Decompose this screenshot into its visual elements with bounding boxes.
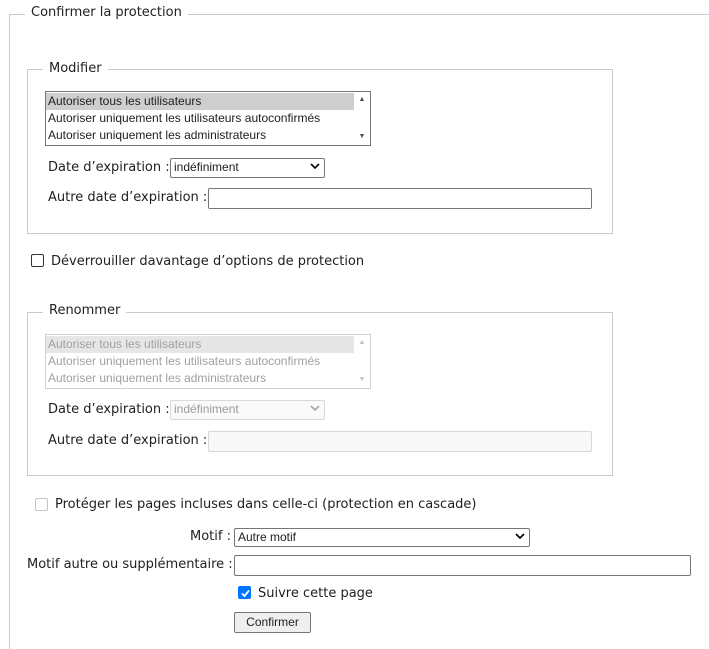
move-level-option: Autoriser uniquement les administrateurs — [48, 371, 267, 385]
edit-level-option[interactable]: Autoriser uniquement les utilisateurs autoconfirmés — [48, 111, 321, 125]
edit-expiry-label: Date d’expiration : — [48, 160, 170, 175]
edit-level-option[interactable]: Autoriser uniquement les administrateurs — [48, 128, 267, 142]
move-other-expiry-input[interactable] — [208, 431, 592, 452]
outer-fieldset-left-border — [9, 14, 10, 649]
watch-label[interactable]: Suivre cette page — [258, 586, 373, 601]
cascade-label[interactable]: Protéger les pages incluses dans celle-ci (protection en cascade) — [55, 497, 477, 512]
unlock-checkbox[interactable] — [31, 254, 44, 267]
edit-level-listbox[interactable] — [45, 91, 371, 146]
checkmark-icon — [240, 588, 251, 599]
chevron-down-icon — [515, 531, 525, 541]
reason-label: Motif : — [190, 529, 231, 544]
move-expiry-select[interactable] — [170, 400, 325, 420]
scroll-up-arrow-icon: ▲ — [358, 339, 366, 346]
other-reason-input[interactable] — [234, 555, 691, 576]
move-level-option: Autoriser tous les utilisateurs — [46, 336, 354, 353]
move-level-listbox[interactable] — [45, 334, 371, 389]
edit-other-expiry-input[interactable] — [208, 188, 592, 209]
unlock-label[interactable]: Déverrouiller davantage d’options de protection — [51, 254, 365, 269]
move-expiry-value: indéfiniment — [174, 402, 239, 416]
other-reason-label: Motif autre ou supplémentaire : — [27, 557, 233, 572]
chevron-down-icon — [310, 403, 320, 413]
scroll-down-arrow-icon[interactable]: ▼ — [358, 133, 366, 140]
watch-checkbox[interactable] — [238, 586, 251, 599]
move-level-scrollbar — [354, 335, 370, 388]
confirm-button[interactable]: Confirmer — [234, 612, 311, 633]
edit-fieldset-legend: Modifier — [43, 60, 108, 78]
edit-expiry-select[interactable] — [170, 158, 325, 178]
scroll-down-arrow-icon: ▼ — [358, 376, 366, 383]
reason-select[interactable] — [234, 528, 530, 547]
move-level-option: Autoriser uniquement les utilisateurs autoconfirmés — [48, 354, 321, 368]
reason-value: Autre motif — [238, 530, 297, 544]
move-other-expiry-label: Autre date d’expiration : — [48, 433, 208, 448]
outer-fieldset-legend: Confirmer la protection — [25, 4, 188, 22]
chevron-down-icon — [310, 161, 320, 171]
edit-expiry-value: indéfiniment — [174, 160, 239, 174]
edit-other-expiry-label: Autre date d’expiration : — [48, 190, 208, 205]
edit-level-scrollbar[interactable] — [354, 92, 370, 145]
edit-level-option[interactable]: Autoriser tous les utilisateurs — [46, 93, 354, 110]
scroll-up-arrow-icon[interactable]: ▲ — [358, 96, 366, 103]
cascade-checkbox[interactable] — [35, 498, 48, 511]
move-expiry-label: Date d’expiration : — [48, 402, 170, 417]
move-fieldset-legend: Renommer — [43, 302, 126, 320]
